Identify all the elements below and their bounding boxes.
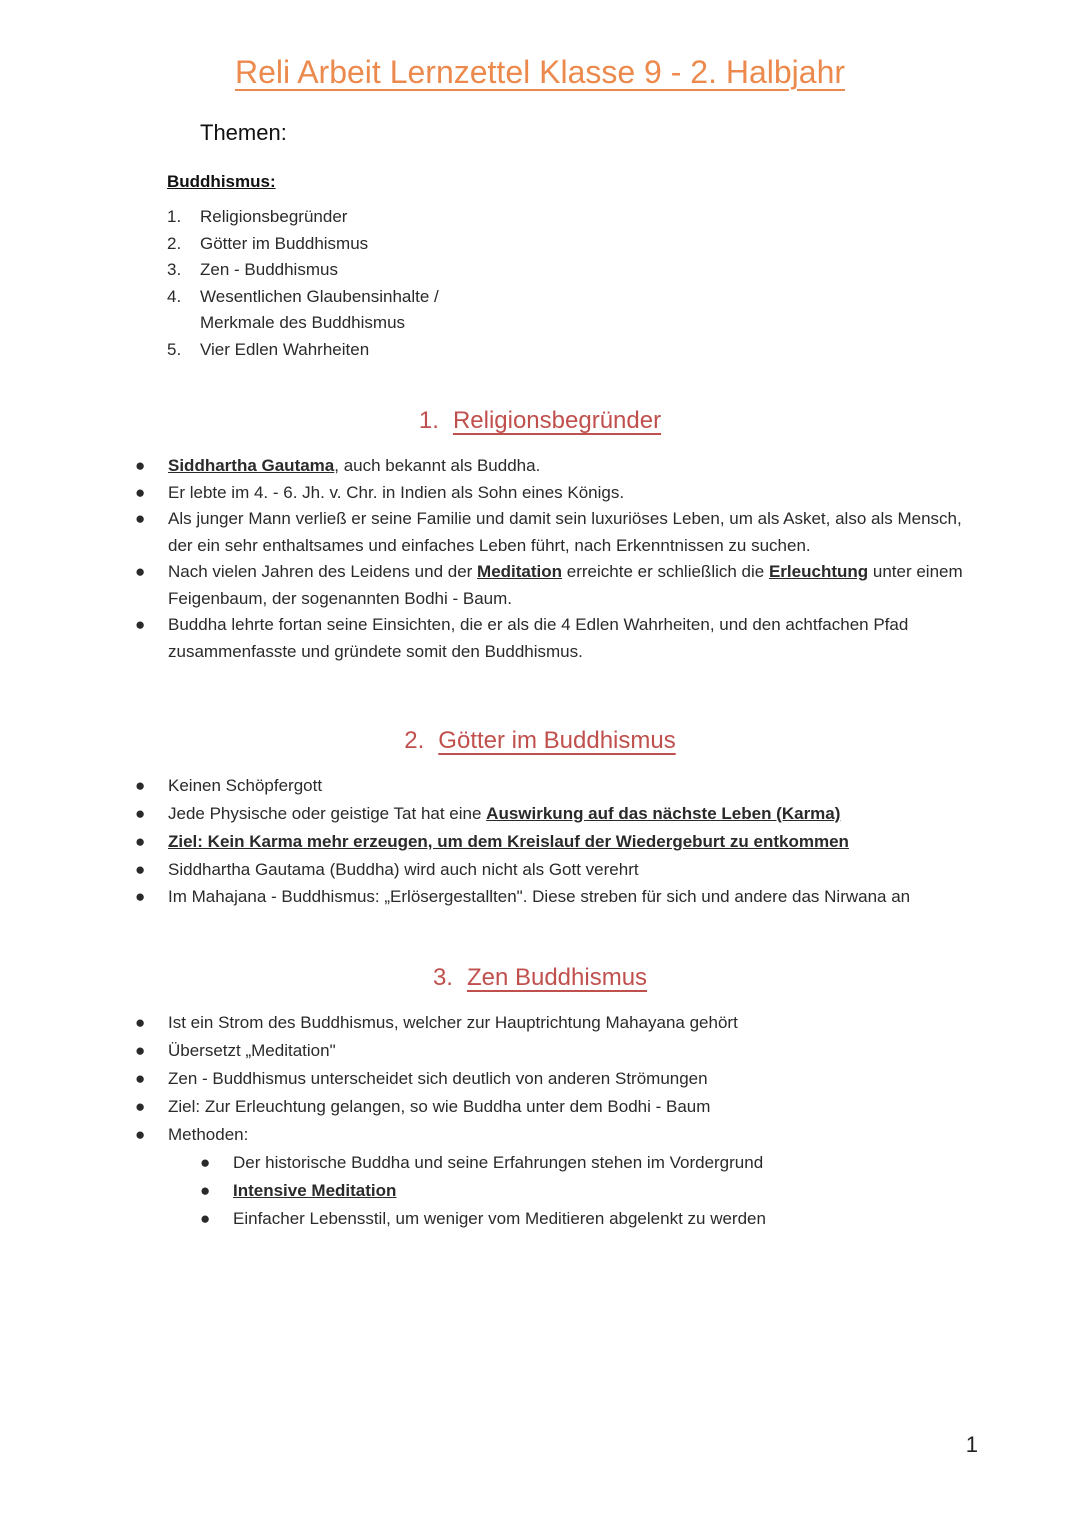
toc-item (167, 337, 587, 364)
bullet-icon: ● (135, 887, 146, 906)
list-item (133, 1037, 983, 1065)
list-item (133, 884, 983, 910)
list-item (133, 559, 983, 612)
section-title: Götter im Buddhismus (438, 727, 676, 754)
list-item-text: erreichte er schließlich die (562, 562, 769, 581)
list-item-text: Buddha lehrte fortan seine Einsichten, die er als die 4 Edlen Wahrheiten, und den achtfachen Pfad zusammenfasste und gründete somit den Buddhismus. (168, 615, 909, 661)
toc-item-text: Religionsbegründer (200, 207, 348, 226)
bullet-icon: ● (135, 1069, 146, 1088)
bullet-icon: ● (135, 615, 146, 634)
bullet-icon: ● (135, 776, 146, 795)
section-number: 3. (432, 964, 453, 991)
list-item-text: Keinen Schöpfergott (168, 776, 323, 795)
toc-item-number: 3. (167, 260, 182, 279)
list-item-text: Übersetzt „Meditation" (168, 1041, 336, 1060)
toc-item (167, 257, 587, 284)
list-item (133, 1009, 983, 1037)
section-heading-religionsbegruender (0, 407, 1080, 435)
list-item-text: Jede Physische oder geistige Tat hat eine (168, 804, 487, 823)
list-item-text: Er lebte im 4. - 6. Jh. v. Chr. in Indien als Sohn eines Königs. (168, 482, 625, 502)
list-item-text: Im Mahajana - Buddhismus: „Erlösergestallten". Diese streben für sich und andere das Nirwana an (168, 887, 911, 906)
bullet-icon: ● (135, 482, 146, 502)
list-item (133, 612, 983, 665)
toc-item-text: Vier Edlen Wahrheiten (200, 339, 370, 359)
list-item (133, 480, 983, 507)
themen-label: Themen: (200, 120, 287, 145)
bullet-icon: ● (135, 562, 146, 581)
bullet-icon: ● (135, 509, 146, 528)
list-item-text: Als junger Mann verließ er seine Familie und damit sein luxuriöses Leben, um als Asket, also als Mensch, der ein sehr enthaltsames und einfaches Leben führt, nach Erkenntnissen zu suchen. (168, 509, 962, 555)
emphasis-text: Siddhartha Gautama (168, 456, 335, 475)
toc-item-number: 1. (167, 207, 182, 226)
bullet-icon: ● (135, 860, 146, 879)
bullet-icon: ● (135, 832, 146, 851)
list-item-text: unter einem Feigenbaum, der sogenannten Bodhi - Baum. (168, 562, 963, 608)
bullet-icon: ● (200, 1209, 211, 1228)
toc-item (167, 231, 587, 258)
bullet-icon: ● (135, 1125, 146, 1144)
emphasis-text: Auswirkung auf das nächste Leben (Karma) (486, 804, 841, 823)
bullet-icon: ● (135, 1041, 146, 1060)
bullet-icon: ● (135, 1013, 146, 1032)
toc-item-text: Zen - Buddhismus (200, 260, 338, 279)
list-item (133, 1093, 983, 1121)
section-2-list (133, 772, 983, 910)
section-heading-zen (0, 964, 1080, 992)
emphasis-text: Meditation (477, 562, 563, 581)
toc-heading: Buddhismus: (167, 172, 276, 191)
emphasis-text: Intensive Meditation (233, 1181, 397, 1200)
list-item (133, 800, 983, 828)
section-number: 1. (418, 407, 439, 434)
list-item-text: Nach vielen Jahren des Leidens und der (168, 562, 478, 581)
list-item-text: Einfacher Lebensstil, um weniger vom Meditieren abgelenkt zu werden (233, 1209, 766, 1228)
list-item-text: , auch bekannt als Buddha. (334, 456, 541, 475)
list-item-text: Ist ein Strom des Buddhismus, welcher zur Hauptrichtung Mahayana gehört (168, 1013, 738, 1032)
section-3-sublist (133, 1149, 983, 1233)
emphasis-text: Ziel: Kein Karma mehr erzeugen, um dem Kreislauf der Wiedergeburt zu entkommen (168, 832, 849, 851)
section-number: 2. (404, 727, 425, 754)
toc-item-number: 4. (167, 286, 182, 306)
bullet-icon: ● (200, 1153, 211, 1172)
section-heading-goetter (0, 727, 1080, 755)
list-item (133, 856, 983, 884)
list-item-text: Methoden: (168, 1125, 249, 1144)
list-item (133, 1065, 983, 1093)
toc-item-text: Götter im Buddhismus (200, 233, 369, 253)
toc-item (167, 284, 587, 337)
toc-list (167, 204, 587, 363)
document-title: Reli Arbeit Lernzettel Klasse 9 - 2. Halbjahr (234, 54, 846, 90)
sub-list-item (133, 1149, 983, 1177)
list-item (133, 1121, 983, 1149)
toc-item-number: 5. (167, 339, 182, 359)
list-item (133, 828, 983, 856)
section-1-list (133, 453, 983, 665)
section-title: Zen Buddhismus (466, 964, 648, 991)
bullet-icon: ● (135, 456, 146, 475)
section-3-list (133, 1009, 983, 1149)
list-item (133, 506, 983, 559)
list-item-text: Der historische Buddha und seine Erfahrungen stehen im Vordergrund (233, 1153, 764, 1172)
list-item (133, 772, 983, 800)
list-item (133, 453, 983, 480)
bullet-icon: ● (135, 1097, 146, 1116)
sub-list-item (133, 1205, 983, 1233)
toc-item-text: Wesentlichen Glaubensinhalte / Merkmale des Buddhismus (200, 286, 439, 332)
list-item-text: Zen - Buddhismus unterscheidet sich deutlich von anderen Strömungen (168, 1069, 708, 1088)
emphasis-text: Erleuchtung (768, 562, 869, 581)
list-item-text: Siddhartha Gautama (Buddha) wird auch nicht als Gott verehrt (168, 860, 639, 879)
bullet-icon: ● (200, 1181, 211, 1200)
page-number: 1 (965, 1432, 978, 1457)
bullet-icon: ● (135, 804, 146, 823)
section-title: Religionsbegründer (452, 407, 662, 434)
list-item-text: Ziel: Zur Erleuchtung gelangen, so wie Buddha unter dem Bodhi - Baum (168, 1097, 711, 1116)
toc-item (167, 204, 587, 231)
toc-item-number: 2. (167, 233, 182, 253)
sub-list-item (133, 1177, 983, 1205)
